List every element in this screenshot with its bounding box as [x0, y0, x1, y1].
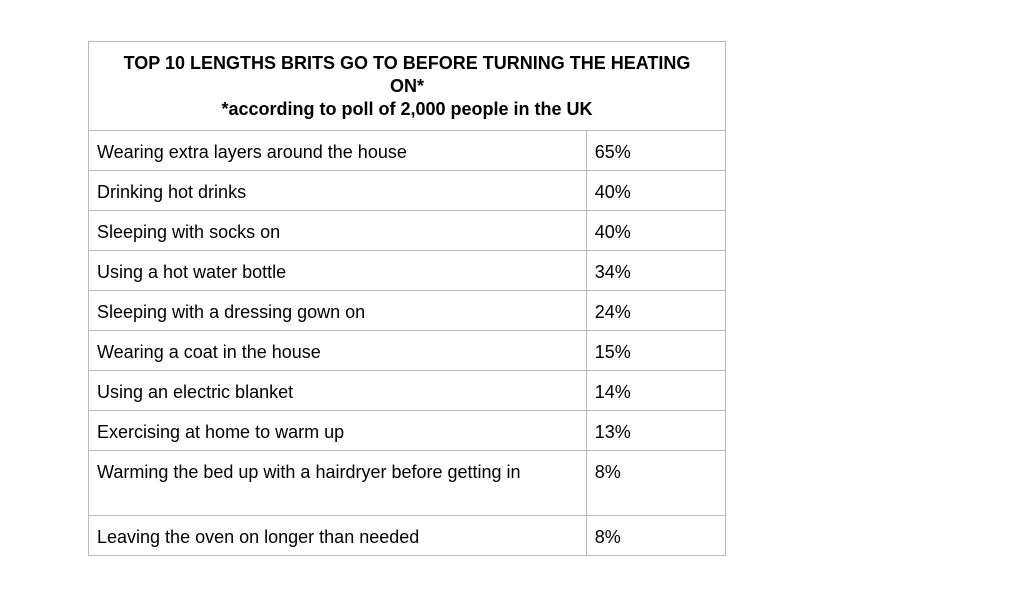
row-label: Wearing a coat in the house: [89, 331, 587, 371]
title-row: [89, 42, 726, 131]
row-label: Exercising at home to warm up: [89, 411, 587, 451]
title-subtitle: *according to poll of 2,000 people in the UK: [221, 98, 593, 119]
table-row: [89, 291, 726, 331]
table-row: [89, 171, 726, 211]
row-label: Leaving the oven on longer than needed: [89, 516, 587, 556]
poll-results-table: [88, 41, 726, 556]
row-label: Drinking hot drinks: [89, 171, 587, 211]
table-row: [89, 131, 726, 171]
table-row: [89, 411, 726, 451]
table-title: [89, 42, 726, 131]
row-value: 13%: [586, 411, 725, 451]
row-value: 40%: [586, 211, 725, 251]
title-main: TOP 10 LENGTHS BRITS GO TO BEFORE TURNING THE HEATING ON*: [123, 52, 691, 96]
row-value: 15%: [586, 331, 725, 371]
row-value: 24%: [586, 291, 725, 331]
row-label: Using a hot water bottle: [89, 251, 587, 291]
row-value: 65%: [586, 131, 725, 171]
table-row: [89, 451, 726, 516]
row-label: Using an electric blanket: [89, 371, 587, 411]
table-row: [89, 331, 726, 371]
row-label: Sleeping with a dressing gown on: [89, 291, 587, 331]
row-label: Sleeping with socks on: [89, 211, 587, 251]
row-value: 34%: [586, 251, 725, 291]
row-value: 40%: [586, 171, 725, 211]
row-label: Warming the bed up with a hairdryer before getting in: [89, 451, 587, 516]
table-row: [89, 371, 726, 411]
row-value: 8%: [586, 451, 725, 516]
row-value: 8%: [586, 516, 725, 556]
row-value: 14%: [586, 371, 725, 411]
table-row: [89, 516, 726, 556]
table-row: [89, 251, 726, 291]
table-row: [89, 211, 726, 251]
row-label: Wearing extra layers around the house: [89, 131, 587, 171]
